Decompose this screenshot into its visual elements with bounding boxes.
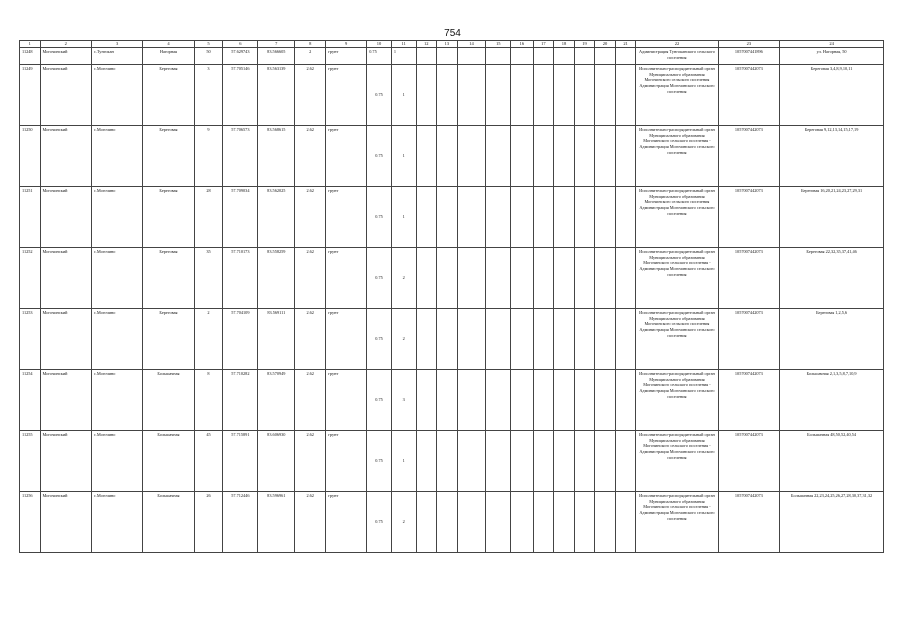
- cell-empty: [511, 247, 534, 308]
- cell-empty: [511, 64, 534, 125]
- col-header: 21: [615, 41, 636, 48]
- cell-volume: 0.75: [367, 247, 392, 308]
- cell-district: Могочинский: [40, 125, 91, 186]
- cell-area: 2.62: [295, 430, 326, 491]
- table-row: [20, 369, 884, 430]
- cell-area: 2.62: [295, 64, 326, 125]
- cell-empty: [416, 369, 437, 430]
- cell-ogrn: 1057007442073: [718, 430, 780, 491]
- cell-empty: [486, 47, 511, 64]
- cell-empty: [486, 491, 511, 552]
- cell-id: 11250: [20, 125, 41, 186]
- cell-house: 26: [194, 491, 223, 552]
- cell-address: ул. Нагорная, 50: [780, 47, 884, 64]
- cell-ogrn: 1057007442073: [718, 125, 780, 186]
- cell-volume: 0.75: [367, 491, 392, 552]
- cell-district: Могочинский: [40, 64, 91, 125]
- cell-id: 11253: [20, 308, 41, 369]
- cell-locality: с.Могочино: [91, 186, 142, 247]
- table-row: [20, 491, 884, 552]
- cell-id: 11249: [20, 64, 41, 125]
- cell-ogrn: 1057007441896: [718, 47, 780, 64]
- cell-empty: [595, 369, 616, 430]
- cell-locality: с.Могочино: [91, 125, 142, 186]
- cell-empty: [615, 369, 636, 430]
- cell-address: Береговая 22,32,35,37,41,46: [780, 247, 884, 308]
- cell-empty: [574, 369, 595, 430]
- cell-surface: грунт: [326, 186, 367, 247]
- cell-owner: Исполнительно-распорядительный орган Муниципального образования Могочинского сельского поселения Администрация Могочинского сельского поселения: [636, 308, 718, 369]
- cell-id: 11248: [20, 47, 41, 64]
- cell-street: Береговая: [143, 64, 194, 125]
- cell-empty: [533, 125, 554, 186]
- cell-count: 1: [391, 186, 416, 247]
- page-number: 754: [444, 28, 461, 39]
- cell-empty: [511, 186, 534, 247]
- cell-count: 1: [391, 430, 416, 491]
- cell-count: 2: [391, 308, 416, 369]
- cell-empty: [595, 125, 616, 186]
- cell-empty: [437, 430, 458, 491]
- cell-owner: Исполнительно-распорядительный орган Муниципального образования Могочинского сельского поселения - Администрация Могочинского сельского поселения: [636, 125, 718, 186]
- cell-area: 2.62: [295, 308, 326, 369]
- cell-empty: [486, 186, 511, 247]
- col-header: 10: [367, 41, 392, 48]
- cell-empty: [595, 491, 616, 552]
- cell-lon: 83.596961: [258, 491, 295, 552]
- cell-area: 2.62: [295, 125, 326, 186]
- cell-area: 2.62: [295, 369, 326, 430]
- col-header: 11: [391, 41, 416, 48]
- cell-lat: 57.705146: [223, 64, 258, 125]
- cell-district: Могочинский: [40, 308, 91, 369]
- cell-empty: [615, 64, 636, 125]
- cell-empty: [554, 47, 575, 64]
- cell-empty: [595, 64, 616, 125]
- cell-lat: 57.710173: [223, 247, 258, 308]
- cell-empty: [457, 125, 486, 186]
- cell-empty: [554, 491, 575, 552]
- col-header: 14: [457, 41, 486, 48]
- cell-empty: [511, 47, 534, 64]
- cell-empty: [486, 369, 511, 430]
- cell-empty: [511, 491, 534, 552]
- cell-owner: Исполнительно-распорядительный орган Муниципального образования Могочинского сельского поселения - Администрация Могочинского сельского поселения: [636, 247, 718, 308]
- cell-empty: [416, 430, 437, 491]
- cell-house: 28: [194, 186, 223, 247]
- cell-locality: с.Могочино: [91, 430, 142, 491]
- cell-empty: [615, 186, 636, 247]
- col-header: 19: [574, 41, 595, 48]
- cell-empty: [486, 308, 511, 369]
- cell-empty: [486, 430, 511, 491]
- col-header: 1: [20, 41, 41, 48]
- cell-street: Большачная: [143, 491, 194, 552]
- col-header: 7: [258, 41, 295, 48]
- cell-area: 2.62: [295, 491, 326, 552]
- cell-surface: грунт: [326, 430, 367, 491]
- cell-lat: 57.712446: [223, 491, 258, 552]
- cell-empty: [574, 125, 595, 186]
- cell-empty: [595, 47, 616, 64]
- cell-empty: [554, 369, 575, 430]
- cell-count: 1: [391, 125, 416, 186]
- cell-owner: Исполнительно-распорядительный орган Муниципального образования Могочинского сельского поселения - Администрация Могочинского сельского поселения: [636, 491, 718, 552]
- cell-surface: грунт: [326, 491, 367, 552]
- cell-empty: [416, 64, 437, 125]
- col-header: 20: [595, 41, 616, 48]
- cell-empty: [533, 64, 554, 125]
- cell-empty: [457, 64, 486, 125]
- cell-house: 35: [194, 247, 223, 308]
- col-header: 8: [295, 41, 326, 48]
- cell-volume: 0.75: [367, 47, 392, 64]
- cell-empty: [574, 308, 595, 369]
- cell-empty: [416, 308, 437, 369]
- cell-count: 2: [391, 491, 416, 552]
- cell-district: Могочинский: [40, 369, 91, 430]
- cell-id: 11251: [20, 186, 41, 247]
- cell-empty: [615, 491, 636, 552]
- cell-lon: 83.569111: [258, 308, 295, 369]
- cell-house: 45: [194, 430, 223, 491]
- cell-volume: 0.75: [367, 186, 392, 247]
- cell-empty: [574, 64, 595, 125]
- cell-empty: [416, 247, 437, 308]
- cell-empty: [574, 247, 595, 308]
- cell-volume: 0.75: [367, 430, 392, 491]
- cell-locality: с.Могочино: [91, 64, 142, 125]
- cell-address: Большачная 2,1,3,5,8,7,10,9: [780, 369, 884, 430]
- cell-empty: [416, 491, 437, 552]
- cell-empty: [511, 125, 534, 186]
- cell-surface: грунт: [326, 64, 367, 125]
- cell-street: Береговая: [143, 247, 194, 308]
- cell-empty: [533, 47, 554, 64]
- cell-district: Могочинский: [40, 491, 91, 552]
- cell-empty: [574, 491, 595, 552]
- table-row: [20, 308, 884, 369]
- cell-empty: [437, 369, 458, 430]
- header-row: [20, 41, 884, 48]
- cell-street: Большачная: [143, 369, 194, 430]
- table-row: [20, 186, 884, 247]
- cell-house: 8: [194, 369, 223, 430]
- cell-lat: 57.706573: [223, 125, 258, 186]
- cell-owner: Исполнительно-распорядительный орган Муниципального образования Могочинского сельского поселения Администрация Могочинского сельского поселения: [636, 64, 718, 125]
- cell-empty: [595, 430, 616, 491]
- col-header: 6: [223, 41, 258, 48]
- col-header: 13: [437, 41, 458, 48]
- cell-address: Береговая 3,4,8,9,10,11: [780, 64, 884, 125]
- cell-ogrn: 1057007442073: [718, 369, 780, 430]
- cell-empty: [511, 308, 534, 369]
- cell-empty: [574, 47, 595, 64]
- cell-surface: грунт: [326, 369, 367, 430]
- cell-empty: [437, 308, 458, 369]
- cell-empty: [437, 125, 458, 186]
- cell-empty: [533, 430, 554, 491]
- cell-empty: [511, 369, 534, 430]
- cell-area: 2.62: [295, 247, 326, 308]
- cell-empty: [533, 308, 554, 369]
- cell-empty: [457, 308, 486, 369]
- table-row: [20, 125, 884, 186]
- cell-owner: Исполнительно-распорядительный орган Муниципального образования Могочинского сельского поселения - Администрация Могочинского сельского поселения: [636, 430, 718, 491]
- cell-count: 1: [391, 64, 416, 125]
- col-header: 2: [40, 41, 91, 48]
- cell-ogrn: 1057007442073: [718, 491, 780, 552]
- col-header: 18: [554, 41, 575, 48]
- cell-count: 2: [391, 247, 416, 308]
- cell-ogrn: 1057007442073: [718, 186, 780, 247]
- register-table: [19, 40, 884, 553]
- cell-house: 3: [194, 64, 223, 125]
- table-row: [20, 247, 884, 308]
- cell-locality: с.Могочино: [91, 308, 142, 369]
- cell-empty: [416, 186, 437, 247]
- cell-empty: [554, 125, 575, 186]
- cell-area: 2.62: [295, 186, 326, 247]
- cell-locality: с.Могочино: [91, 247, 142, 308]
- cell-address: Большачная 22,23,24,25,26,27,28,30,37,31,32: [780, 491, 884, 552]
- cell-empty: [486, 247, 511, 308]
- cell-empty: [615, 247, 636, 308]
- cell-empty: [533, 247, 554, 308]
- cell-district: Могочинский: [40, 186, 91, 247]
- cell-street: Береговая: [143, 186, 194, 247]
- cell-count: 3: [391, 369, 416, 430]
- cell-address: Береговая 1,2,5,6: [780, 308, 884, 369]
- cell-lon: 83.563139: [258, 64, 295, 125]
- col-header: 5: [194, 41, 223, 48]
- cell-lon: 83.568615: [258, 125, 295, 186]
- cell-empty: [437, 491, 458, 552]
- cell-lat: 57.710282: [223, 369, 258, 430]
- col-header: 16: [511, 41, 534, 48]
- cell-empty: [511, 430, 534, 491]
- cell-empty: [595, 186, 616, 247]
- cell-area: 2: [295, 47, 326, 64]
- cell-street: Береговая: [143, 308, 194, 369]
- cell-street: Нагорная: [143, 47, 194, 64]
- cell-surface: грунт: [326, 47, 367, 64]
- cell-empty: [457, 186, 486, 247]
- col-header: 23: [718, 41, 780, 48]
- cell-empty: [615, 430, 636, 491]
- cell-volume: 0.75: [367, 308, 392, 369]
- cell-id: 11256: [20, 491, 41, 552]
- cell-empty: [457, 247, 486, 308]
- cell-district: Могочинский: [40, 247, 91, 308]
- cell-empty: [457, 47, 486, 64]
- cell-volume: 0.75: [367, 125, 392, 186]
- cell-empty: [437, 186, 458, 247]
- cell-lon: 83.570949: [258, 369, 295, 430]
- cell-id: 11254: [20, 369, 41, 430]
- col-header: 17: [533, 41, 554, 48]
- cell-empty: [457, 430, 486, 491]
- col-header: 12: [416, 41, 437, 48]
- cell-district: Могочинский: [40, 430, 91, 491]
- cell-empty: [615, 47, 636, 64]
- col-header: 9: [326, 41, 367, 48]
- cell-owner: Администрация Тунгоканского сельского поселения: [636, 47, 718, 64]
- cell-empty: [437, 247, 458, 308]
- cell-district: Могочинский: [40, 47, 91, 64]
- cell-empty: [574, 430, 595, 491]
- cell-ogrn: 1057007442073: [718, 308, 780, 369]
- cell-empty: [595, 247, 616, 308]
- cell-surface: грунт: [326, 247, 367, 308]
- cell-empty: [533, 186, 554, 247]
- cell-count: 1: [391, 47, 416, 64]
- cell-locality: с.Тунгокан: [91, 47, 142, 64]
- cell-empty: [437, 47, 458, 64]
- cell-surface: грунт: [326, 308, 367, 369]
- cell-locality: с.Могочино: [91, 369, 142, 430]
- cell-empty: [437, 64, 458, 125]
- col-header: 24: [780, 41, 884, 48]
- cell-empty: [457, 369, 486, 430]
- cell-address: Большачная 48,50,52,40,54: [780, 430, 884, 491]
- cell-empty: [554, 430, 575, 491]
- cell-surface: грунт: [326, 125, 367, 186]
- cell-lat: 57.629743: [223, 47, 258, 64]
- cell-owner: Исполнительно-распорядительный орган Муниципального образования Могочинского сельского поселения Администрация Могочинского сельского поселения: [636, 186, 718, 247]
- cell-house: 50: [194, 47, 223, 64]
- cell-empty: [416, 47, 437, 64]
- cell-empty: [615, 308, 636, 369]
- cell-address: Береговая 16,20,21,24,23,27,29,31: [780, 186, 884, 247]
- cell-owner: Исполнительно-распорядительный орган Муниципального образования Могочинского сельского поселения - Администрация Могочинского сельского поселения: [636, 369, 718, 430]
- cell-lat: 57.704109: [223, 308, 258, 369]
- cell-volume: 0.75: [367, 64, 392, 125]
- table-row: [20, 47, 884, 64]
- cell-empty: [416, 125, 437, 186]
- cell-empty: [554, 247, 575, 308]
- cell-lon: 83.566605: [258, 47, 295, 64]
- cell-empty: [554, 64, 575, 125]
- cell-empty: [554, 186, 575, 247]
- cell-street: Береговая: [143, 125, 194, 186]
- col-header: 15: [486, 41, 511, 48]
- cell-empty: [486, 64, 511, 125]
- cell-lat: 57.709034: [223, 186, 258, 247]
- cell-lon: 83.562025: [258, 186, 295, 247]
- cell-house: 9: [194, 125, 223, 186]
- cell-lon: 83.558259: [258, 247, 295, 308]
- cell-empty: [554, 308, 575, 369]
- cell-street: Большачная: [143, 430, 194, 491]
- table-row: [20, 430, 884, 491]
- cell-address: Береговая 9,12,13,14,15,17,19: [780, 125, 884, 186]
- col-header: 3: [91, 41, 142, 48]
- cell-empty: [457, 491, 486, 552]
- cell-lon: 83.606930: [258, 430, 295, 491]
- cell-id: 11255: [20, 430, 41, 491]
- cell-ogrn: 1057007442073: [718, 64, 780, 125]
- cell-empty: [615, 125, 636, 186]
- cell-volume: 0.75: [367, 369, 392, 430]
- cell-ogrn: 1057007442073: [718, 247, 780, 308]
- cell-locality: с.Могочино: [91, 491, 142, 552]
- cell-empty: [574, 186, 595, 247]
- cell-empty: [533, 369, 554, 430]
- col-header: 22: [636, 41, 718, 48]
- table-row: [20, 64, 884, 125]
- cell-empty: [595, 308, 616, 369]
- cell-id: 11252: [20, 247, 41, 308]
- cell-empty: [486, 125, 511, 186]
- cell-lat: 57.715891: [223, 430, 258, 491]
- cell-house: 2: [194, 308, 223, 369]
- col-header: 4: [143, 41, 194, 48]
- cell-empty: [533, 491, 554, 552]
